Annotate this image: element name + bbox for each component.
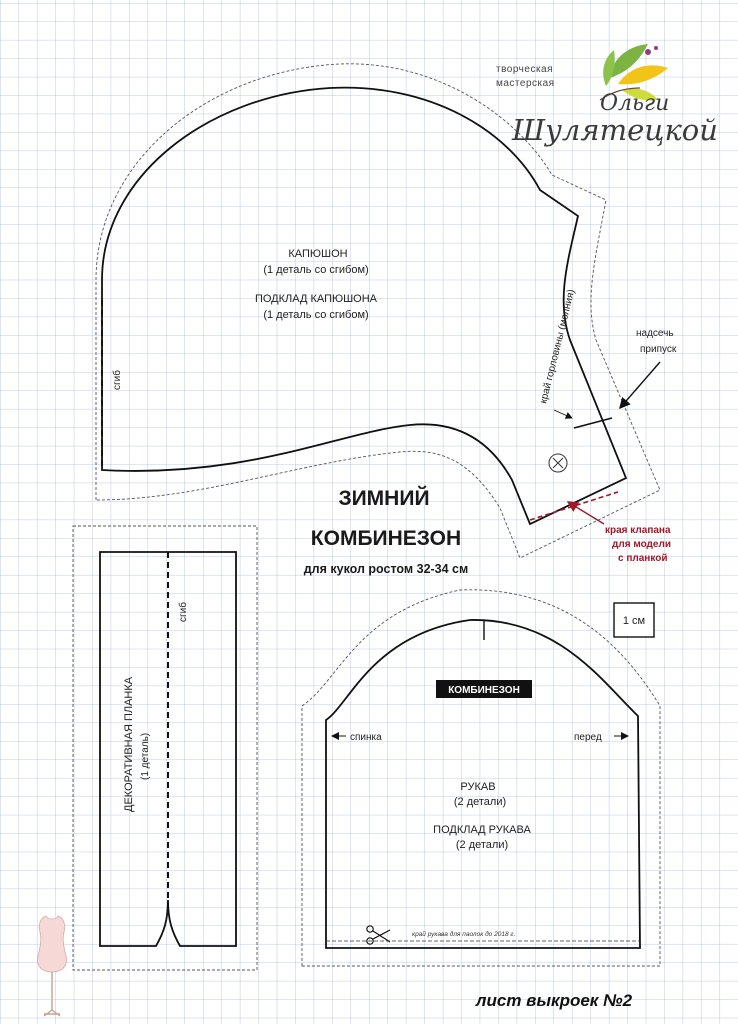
- brand-name-1: Ольги: [600, 91, 670, 116]
- sleeve-lining: ПОДКЛАД РУКАВА: [433, 824, 531, 836]
- snap-button-icon: [549, 454, 567, 472]
- brand-line-1: творческая: [496, 64, 554, 75]
- sleeve-lining-count: (2 детали): [455, 839, 509, 851]
- notch-label-1: надсечь: [636, 328, 674, 339]
- title-subtitle: для кукол ростом 32-34 см: [303, 562, 469, 576]
- hood-count: (1 деталь со сгибом): [263, 264, 369, 276]
- sleeve-badge: КОМБИНЕЗОН: [448, 685, 520, 696]
- placket-fold-label: сгиб: [178, 602, 189, 622]
- hood-name: КАПЮШОН: [288, 248, 348, 260]
- placket-name: ДЕКОРАТИВНАЯ ПЛАНКА: [123, 676, 135, 812]
- flap-label-1: края клапана: [605, 525, 671, 536]
- front-label: перед: [574, 732, 602, 743]
- hood-fold-label: сгиб: [112, 370, 123, 390]
- brand-line-2: мастерская: [496, 78, 555, 89]
- placket-count: (1 деталь): [140, 732, 151, 780]
- sleeve-name: РУКАВ: [460, 781, 496, 793]
- sleeve-edge-note: край рукава для паолок до 2018 г.: [412, 931, 516, 938]
- scale-square: [614, 603, 654, 637]
- hood-lining-count: (1 деталь со сгибом): [263, 309, 369, 321]
- brand-name-2: Шулятецкой: [512, 113, 718, 147]
- flap-label-3: с планкой: [618, 553, 668, 564]
- hood-lining: ПОДКЛАД КАПЮШОНА: [254, 293, 378, 305]
- flap-label-2: для модели: [612, 539, 671, 550]
- sheet-footer: лист выкроек №2: [475, 991, 633, 1010]
- back-label: спинка: [350, 732, 382, 743]
- title-line-1: ЗИМНИЙ: [338, 487, 430, 510]
- notch-label-2: припуск: [640, 344, 677, 355]
- neck-edge-label: край горловины (молния): [538, 288, 578, 405]
- sleeve-count: (2 детали): [453, 796, 507, 808]
- title-line-2: КОМБИНЕЗОН: [310, 527, 462, 550]
- scale-label: 1 см: [622, 615, 646, 627]
